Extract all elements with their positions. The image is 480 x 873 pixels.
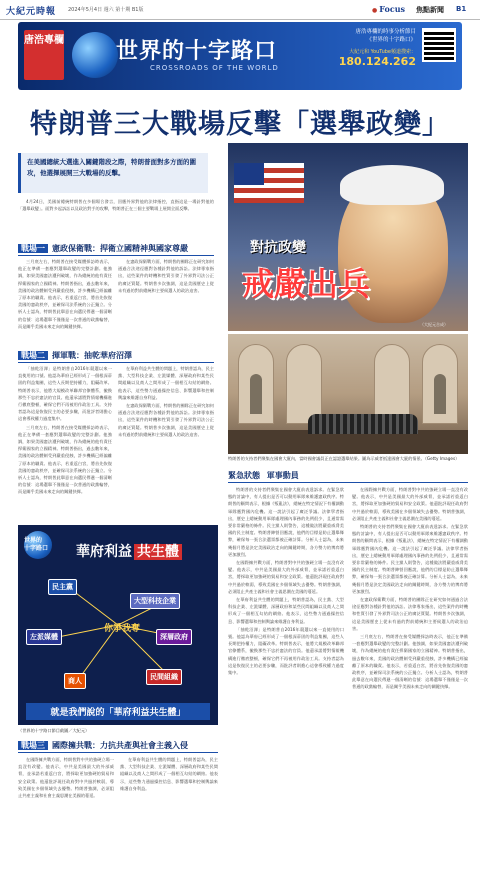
- globe-icon: [72, 32, 118, 78]
- node-ngos: 民間組織: [146, 669, 182, 685]
- node-merchants: 商人: [64, 673, 86, 689]
- body-col-mid-1: [118, 258, 214, 346]
- node-democrats: 民主黨: [48, 579, 77, 595]
- section-head-right: [228, 470, 468, 483]
- headline: 特朗普三大戰場反擊「選舉政變」: [30, 109, 450, 140]
- node-deep-state: 深層政府: [156, 629, 192, 645]
- top-bar: [0, 0, 480, 20]
- body-paragraph: 在國際擁共戰方面，特朗普對中共的強硬立場一直沒有改變。他表示，中共是美國最大的外部威脅，並承諾若重返白宮，將採取更加強硬的貿易和安全政策。他還批評現任政府對中共過於軟弱，導致美國在多個領域失去優勢。特朗普強調，必須阻止共產主義和社會主義思潮在美國的蔓延。: [352, 487, 468, 521]
- diagram-caption: （世界的十字路口節目截圖／大紀元）: [18, 728, 90, 733]
- body-paragraph: 特朗普的支持者們聚集在國會大廈前表達訴求。在緊急狀態的討論中，有人提出是否可以動用軍隊來維護憲政秩序。特朗普的顧問表示，根據《叛亂法》，總統在特定情況下有權調動軍隊應對國內危機。這一說法引起了廣泛爭議。法律學者指出，歷史上總統動用軍隊處理國內事務的先例很少，且通常需要非常嚴格的條件。民主黨人則警告，這種做法將嚴重威脅美國的民主制度。特朗普陣營回應說，他們的目標是防止選舉舞弊，確保每一張合法選票都被正確計算。分析人士認為，未來幾個月將是決定美國政治走向的關鍵時期，各方勢力的博弈將更加激烈。: [352, 524, 468, 594]
- diagram-logo-line2: 十字路口: [24, 545, 49, 552]
- diagram-logo-line1: 世界的: [24, 537, 43, 544]
- section-title-1: 憲政保衛戰：捍衛立國精神與國家尊嚴: [52, 244, 188, 253]
- capitol-photo: [228, 334, 468, 454]
- diagram-quote: 就是我們說的「華府利益共生體」: [26, 703, 210, 720]
- node-left-media: 左派媒體: [26, 629, 62, 645]
- photo-overlay-title: 對抗政變: [250, 240, 306, 256]
- diagram-title-a: 華府利益: [76, 544, 132, 560]
- section-title-3: 國際擁共戰：力抗共產與社會主義入侵: [52, 741, 188, 750]
- section-tag-1: 戰場一: [18, 244, 48, 253]
- statue: [250, 374, 262, 414]
- section-head-2: [18, 350, 214, 363]
- section-head-3: [18, 740, 218, 753]
- banner-info: [296, 28, 416, 68]
- portrait-hair: [340, 165, 444, 205]
- banner-title: 世界的十字路口: [116, 39, 278, 64]
- banner-subtitle: CROSSROADS OF THE WORLD: [150, 64, 279, 72]
- focus-text: Focus: [379, 4, 406, 14]
- body-paragraph: 在華府利益共生體的問題上，特朗普認為，民主黨、大型科技企業、左派媒體、深層政府和某些民間組織以及商人之間形成了一個相互勾結的網絡。他表示，這些勢力通過操控信息、影響選舉和控制輿論來維護自身利益。: [120, 757, 218, 791]
- trump-photo: [228, 143, 468, 331]
- intro-paragraph: 4月24日，美國前總統特朗普在多個場合發言，回應外界對他的法律指控，直指這是一場針對他的「選舉政變」。面對多起訴訟以及政治對手的攻擊，特朗普正在三個主要戰場上展開全面反擊。: [18, 199, 214, 212]
- body-paragraph: 特朗普的支持者們聚集在國會大廈前表達訴求。在緊急狀態的討論中，有人提出是否可以動用軍隊來維護憲政秩序。特朗普的顧問表示，根據《叛亂法》，總統在特定情況下有權調動軍隊應對國內危機。這一說法引起了廣泛爭議。法律學者指出，歷史上總統動用軍隊處理國內事務的先例很少，且通常需要非常嚴格的條件。民主黨人則警告，這種做法將嚴重威脅美國的民主制度。特朗普陣營回應說，他們的目標是防止選舉舞弊，確保每一張合法選票都被正確計算。分析人士認為，未來幾個月將是決定美國政治走向的關鍵時期，各方勢力的博弈將更加激烈。: [228, 487, 344, 557]
- photo-overlay-headline: 戒嚴出兵: [242, 265, 371, 303]
- body-col-mid-2: [118, 365, 214, 517]
- section-right-title: 軍事動員: [266, 471, 299, 480]
- column-badge: 唐浩專欄: [24, 30, 64, 80]
- body-col-mid-3: [120, 756, 218, 866]
- body-paragraph: 三月底左右，特朗普在接受媒體採訪時表示，他正在準備一套應對選舉政變的完整計劃。他強調，如果美國憲法遭到破壞，作為總統的他有責任捍衛國家的立國精神。特朗普指出，過去數年來，美國的政治體制受到嚴重侵蝕，許多機構已經偏離了原本的職責。他表示，若重返白宮，將首先恢復美國的憲政秩序，並確保司法系統的公正獨立。分析人士認為，特朗普此舉意在向選民傳遞一個清晰的信號：這場選舉不僅僅是一次普通的政黨輪替，而是關乎美國未來走向的關鍵抉擇。: [18, 259, 112, 329]
- youtube-hint: 大紀元和 YouTube頻道搜索：: [349, 49, 416, 55]
- body-paragraph: 在憲政保衛戰方面，特朗普的團隊正在研究如何通過合法途徑應對各種針對他的訴訟。法律專家指出，這些案件的時機和性質引發了外界對司法公正的廣泛質疑。特朗普多次強調，這是美國歷史上從未有過的對前總統和主要候選人的政治迫害。: [352, 597, 468, 631]
- section-head-1: [18, 243, 214, 256]
- section-tag-3: 戰場三: [18, 741, 48, 750]
- body-paragraph: 在華府利益共生體的問題上，特朗普認為，民主黨、大型科技企業、左派媒體、深層政府和某些民間組織以及商人之間形成了一個相互勾結的網絡。他表示，這些勢力通過操控信息、影響選舉和控制輿論來維護自身利益。: [228, 597, 344, 624]
- arch: [286, 344, 322, 424]
- section-tag-2: 戰場二: [18, 351, 48, 360]
- body-paragraph: 「抽乾沼澤」是特朗普自2016年競選以來一直使用的口號。他認為華府已經形成了一個根深蒂固的利益集團，這些人長期把持權力，阻礙改革。特朗普表示，他將大規模改革聯邦官僚體系，撤換那些不忠於憲法的官員。他還承諾將對情報機構進行徹底整頓，確保它們不再被用作政治工具。支持者認為這是恢復民主的必要步驟，而批評者則擔心這會導致權力過度集中。: [18, 366, 112, 422]
- body-paragraph: 三月底左右，特朗普在接受媒體採訪時表示，他正在準備一套應對選舉政變的完整計劃。他強調，如果美國憲法遭到破壞，作為總統的他有責任捍衛國家的立國精神。特朗普指出，過去數年來，美國的政治體制受到嚴重侵蝕，許多機構已經偏離了原本的職責。他表示，若重返白宮，將首先恢復美國的憲政秩序，並確保司法系統的公正獨立。分析人士認為，特朗普此舉意在向選民傳遞一個清晰的信號：這場選舉不僅僅是一次普通的政黨輪替，而是關乎美國未來走向的關鍵抉擇。: [352, 634, 468, 690]
- body-paragraph: 在華府利益共生體的問題上，特朗普認為，民主黨、大型科技企業、左派媒體、深層政府和某些民間組織以及商人之間形成了一個相互勾結的網絡。他表示，這些勢力通過操控信息、影響選舉和控制輿論來維護自身利益。: [118, 366, 214, 400]
- masthead: 大紀元時報: [6, 7, 57, 17]
- us-flag-canton: [234, 163, 264, 185]
- qr-code-icon: [422, 28, 456, 62]
- body-paragraph: 三月底左右，特朗普在接受媒體採訪時表示，他正在準備一套應對選舉政變的完整計劃。他強調，如果美國憲法遭到破壞，作為總統的他有責任捍衛國家的立國精神。特朗普指出，過去數年來，美國的政治體制受到嚴重侵蝕，許多機構已經偏離了原本的職責。他表示，若重返白宮，將首先恢復美國的憲政秩序，並確保司法系統的公正獨立。分析人士認為，特朗普此舉意在向選民傳遞一個清晰的信號：這場選舉不僅僅是一次普通的政黨輪替，而是關乎美國未來走向的關鍵抉擇。: [18, 424, 112, 495]
- focus-dot-icon: ●: [372, 7, 378, 14]
- diagram-center: 你爭我奪: [104, 624, 141, 634]
- body-paragraph: 在國際擁共戰方面，特朗普對中共的強硬立場一直沒有改變。他表示，中共是美國最大的外部威脅，並承諾若重返白宮，將採取更加強硬的貿易和安全政策。他還批評現任政府對中共過於軟弱，導致美國在多個領域失去優勢。特朗普強調，必須阻止共產主義和社會主義思潮在美國的蔓延。: [228, 560, 344, 594]
- body-col-left-2: [18, 365, 112, 517]
- node-big-tech: 大型科技企業: [130, 593, 180, 609]
- banner-info-line1: 唐浩專欄的時事分析節目: [355, 29, 416, 35]
- body-paragraph: 在國際擁共戰方面，特朗普對中共的強硬立場一直沒有改變。他表示，中共是美國最大的外部威脅，並承諾若重返白宮，將採取更加強硬的貿易和安全政策。他還批評現任政府對中共過於軟弱，導致美國在多個領域失去優勢。特朗普強調，必須阻止共產主義和社會主義思潮在美國的蔓延。: [18, 757, 114, 799]
- page-number: B1: [456, 5, 467, 13]
- photo-credit: （大紀元合成）: [420, 322, 448, 327]
- section-title-2: 揮軍戰：抽乾華府沼澤: [52, 351, 132, 360]
- crowd: [308, 414, 418, 434]
- dateline: 2024年5月4日 週六 第十期 B1版: [68, 7, 144, 13]
- section-name: 焦點新聞: [416, 6, 444, 14]
- body-col-right-1: [228, 486, 344, 866]
- body-col-left-1: [18, 258, 112, 346]
- statue: [434, 374, 446, 414]
- section-right-tag: 緊急狀態: [228, 471, 260, 480]
- interest-network-diagram: [18, 525, 218, 725]
- arch: [374, 344, 410, 424]
- banner-phone: 180.124.262: [338, 55, 416, 68]
- intro-text: [18, 198, 214, 238]
- body-paragraph: 「抽乾沼澤」是特朗普自2016年競選以來一直使用的口號。他認為華府已經形成了一個根深蒂固的利益集團，這些人長期把持權力，阻礙改革。特朗普表示，他將大規模改革聯邦官僚體系，撤換那些不忠於憲法的官員。他還承諾將對情報機構進行徹底整頓，確保它們不再被用作政治工具。支持者認為這是恢復民主的必要步驟，而批評者則擔心這會導致權力過度集中。: [228, 626, 344, 676]
- diagram-title-b: 共生體: [134, 544, 182, 560]
- body-col-right-2: [352, 486, 468, 866]
- capitol-caption: 特朗普的支持者們聚集在國會大廈內，當時國會議員正在認證選舉結果。圖為示威者抵達國會大廈的情景。（Getty Images）: [228, 456, 460, 461]
- summary-box: 在美國總統大選進入關鍵階段之際，特朗普面對多方面的圍攻，他選擇展開三大戰場的反擊。: [18, 153, 208, 193]
- banner-info-line2: 《世界的十字路口》: [366, 37, 416, 43]
- body-paragraph: 在憲政保衛戰方面，特朗普的團隊正在研究如何通過合法途徑應對各種針對他的訴訟。法律專家指出，這些案件的時機和性質引發了外界對司法公正的廣泛質疑。特朗普多次強調，這是美國歷史上從未有過的對前總統和主要候選人的政治迫害。: [118, 259, 214, 293]
- body-paragraph: 在憲政保衛戰方面，特朗普的團隊正在研究如何通過合法途徑應對各種針對他的訴訟。法律專家指出，這些案件的時機和性質引發了外界對司法公正的廣泛質疑。特朗普多次強調，這是美國歷史上從未有過的對前總統和主要候選人的政治迫害。: [118, 403, 214, 437]
- focus-label: [372, 4, 405, 14]
- column-banner: [18, 22, 462, 90]
- body-col-left-3: [18, 756, 114, 866]
